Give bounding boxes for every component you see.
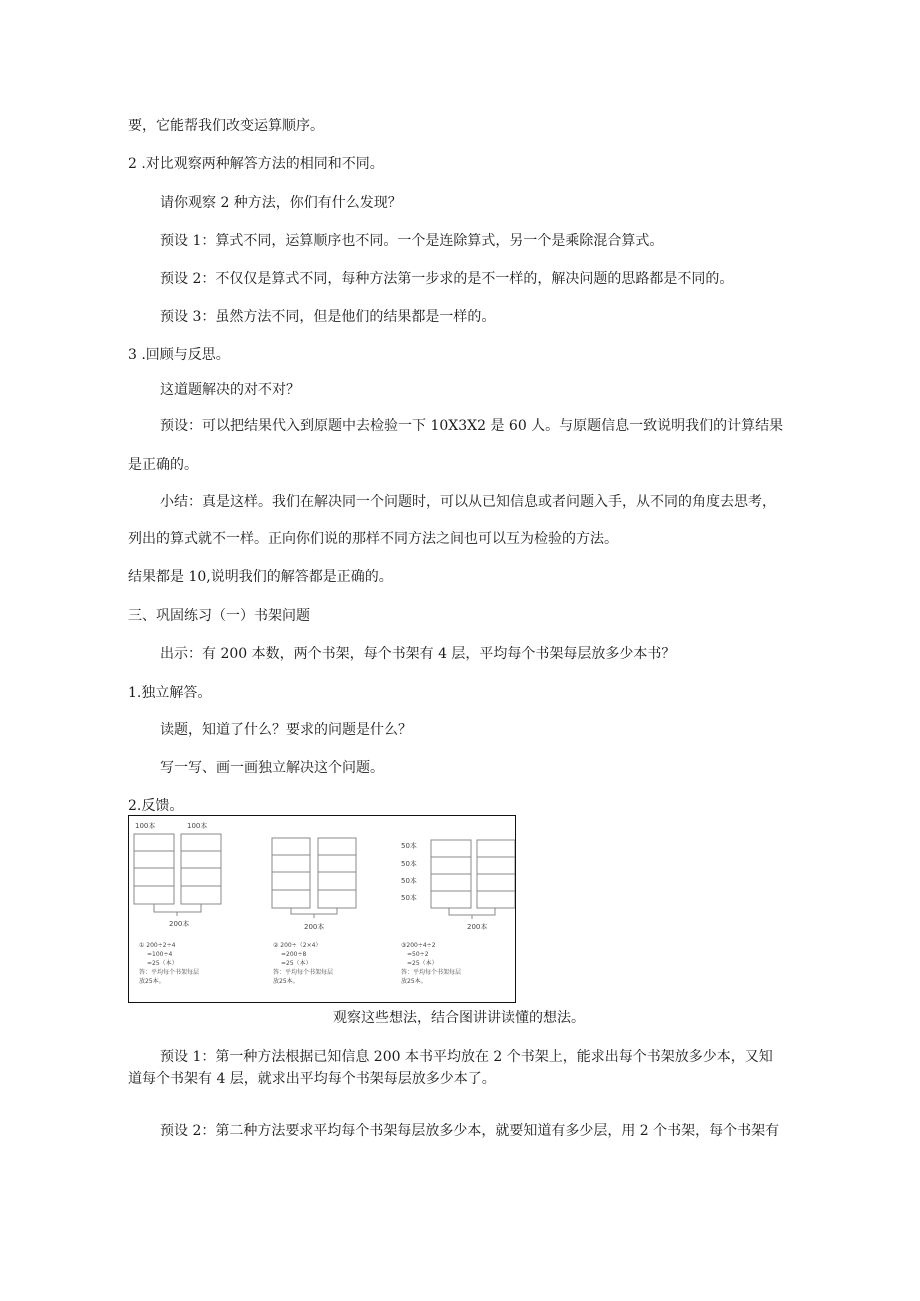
shelf2-total: 200本 [304, 923, 325, 931]
shelf-pair-3 [431, 840, 515, 919]
section-heading: 三、巩固练习（一）书架问题 [128, 608, 310, 624]
paragraph: 小结：真是这样。我们在解决同一个问题时，可以从已知信息或者问题入手，从不同的角度去思考， [160, 494, 776, 510]
solution3-line3: =25（本） [407, 960, 438, 967]
paragraph: 预设 1：第一种方法根据已知信息 200 本书平均放在 2 个书架上，能求出每个书架放多少本，又知 [160, 1049, 773, 1065]
section-heading: 3 .回顾与反思。 [128, 347, 230, 363]
shelf1-label-right: 100本 [187, 822, 208, 830]
paragraph: 列出的算式就不一样。正向你们说的那样不同方法之间也可以互为检验的方法。 [128, 531, 618, 547]
paragraph: 是正确的。 [128, 457, 198, 473]
solution2-line1: ② 200÷（2×4） [273, 942, 322, 949]
layer-label: 50本 [401, 860, 417, 868]
paragraph: 读题，知道了什么？要求的问题是什么？ [160, 722, 412, 738]
section-heading: 2 .对比观察两种解答方法的相同和不同。 [128, 156, 384, 172]
paragraph: 出示：有 200 本数，两个书架，每个书架有 4 层，平均每个书架每层放多少本书？ [160, 646, 676, 662]
shelf1-label-left: 100本 [135, 822, 156, 830]
solution1-line4: 答：平均每个书架每层 [139, 969, 200, 976]
shelf-pair-1 [134, 834, 221, 916]
figure-caption: 观察这些想法，结合图讲讲读懂的想法。 [333, 1010, 585, 1026]
shelf-pair-2 [272, 838, 356, 918]
solution1-line5: 放25本。 [139, 978, 165, 985]
paragraph: 预设 3：虽然方法不同，但是他们的结果都是一样的。 [160, 309, 496, 325]
layer-label: 50本 [401, 877, 417, 885]
solution1-line2: =100÷4 [147, 951, 173, 958]
brace [154, 904, 201, 916]
layer-label: 50本 [401, 894, 417, 902]
solution3-line2: =50÷2 [407, 951, 429, 958]
paragraph: 写一写、画一画独立解决这个问题。 [160, 760, 384, 776]
solution2-line5: 放25本。 [273, 978, 299, 985]
solution3-line5: 放25本。 [401, 978, 427, 985]
paragraph: 结果都是 10,说明我们的解答都是正确的。 [128, 569, 393, 585]
solution1-line3: =25（本） [147, 960, 178, 967]
paragraph: 道每个书架有 4 层，就求出平均每个书架每层放多少本了。 [128, 1071, 496, 1087]
brace [449, 908, 495, 919]
section-heading: 1.独立解答。 [128, 685, 212, 701]
shelf1-total: 200本 [169, 920, 190, 928]
paragraph: 要，它能帮我们改变运算顺序。 [128, 118, 324, 134]
solution3-line4: 答：平均每个书架每层 [401, 969, 462, 976]
solution1-line1: ① 200÷2÷4 [139, 942, 176, 949]
paragraph: 预设 2：不仅仅是算式不同，每种方法第一步求的是不一样的，解决问题的思路都是不同的。 [160, 271, 734, 287]
solution2-line4: 答：平均每个书架每层 [273, 969, 334, 976]
solution2-line2: =200÷8 [281, 951, 307, 958]
bookshelf [134, 834, 174, 904]
bookshelf [181, 834, 221, 904]
bookshelf-diagram [129, 816, 515, 1002]
shelf3-total: 200本 [467, 923, 488, 931]
brace [291, 908, 337, 918]
solution2-line3: =25（本） [281, 960, 312, 967]
bookshelf-figure [128, 815, 516, 1003]
paragraph: 预设 2：第二种方法要求平均每个书架每层放多少本，就要知道有多少层，用 2 个书架，每个书架有 [160, 1123, 780, 1139]
layer-label: 50本 [401, 842, 417, 850]
bookshelf [318, 838, 356, 908]
bookshelf [272, 838, 310, 908]
section-heading: 2.反馈。 [128, 798, 184, 814]
paragraph: 预设：可以把结果代入到原题中去检验一下 10X3X2 是 60 人。与原题信息一致说明我们的计算结果 [160, 418, 784, 434]
paragraph: 请你观察 2 种方法，你们有什么发现？ [160, 195, 402, 211]
paragraph: 预设 1：算式不同，运算顺序也不同。一个是连除算式，另一个是乘除混合算式。 [160, 233, 664, 249]
solution3-line1: ③200÷4÷2 [401, 942, 436, 949]
paragraph: 这道题解决的对不对？ [160, 382, 300, 398]
